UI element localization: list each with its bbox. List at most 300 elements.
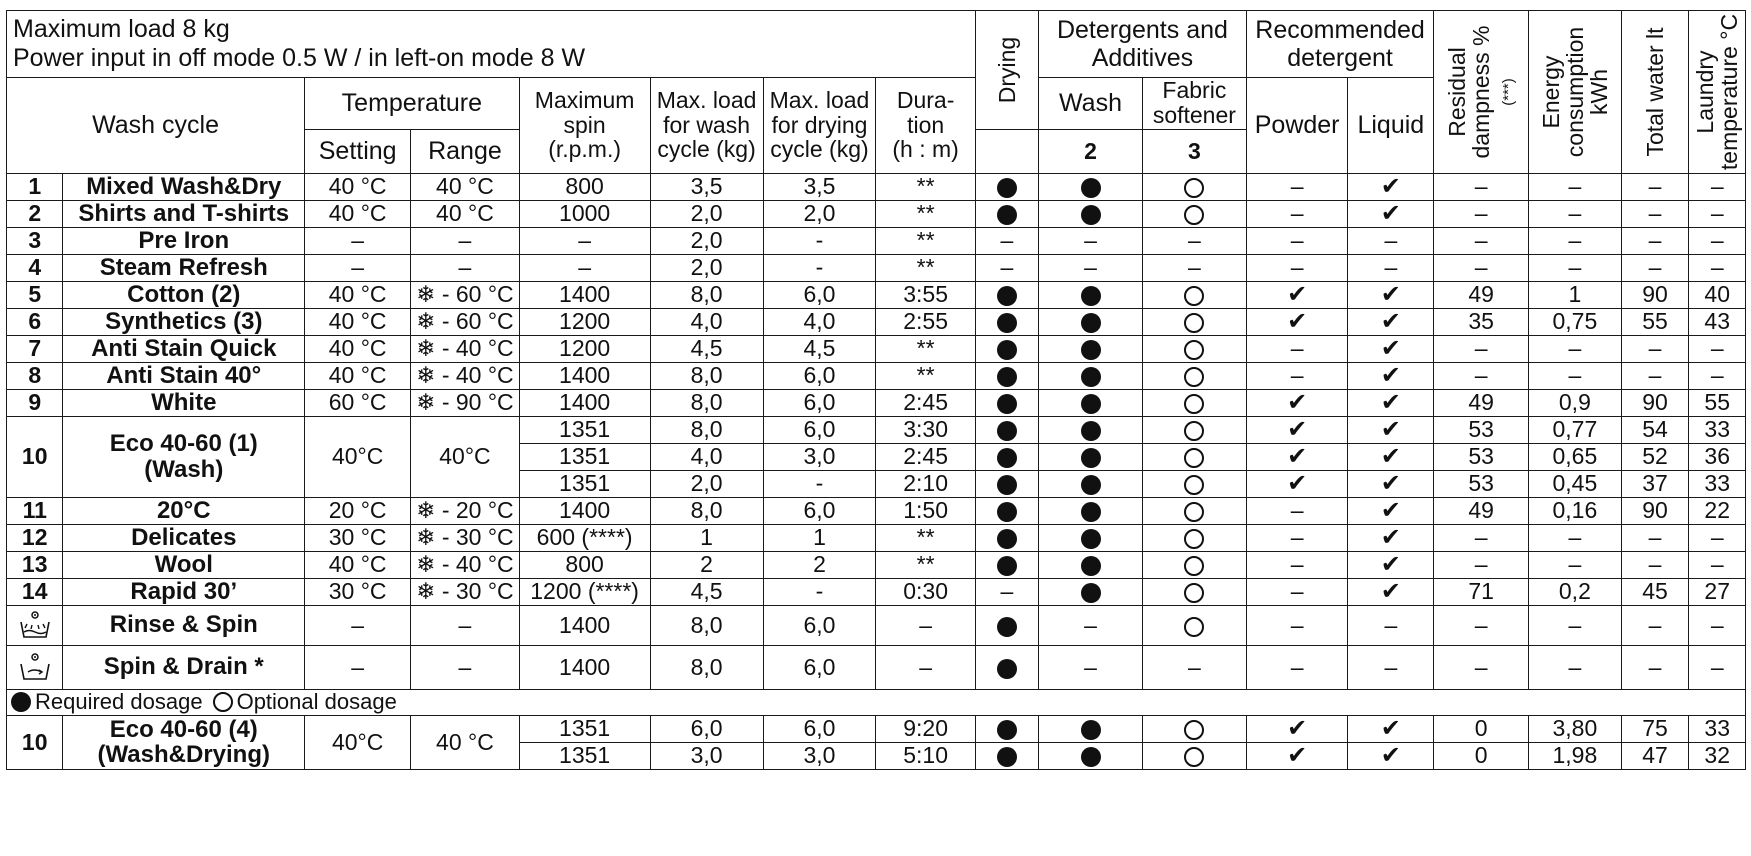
laundry-temp-cell-value: 36 <box>1704 443 1730 470</box>
duration-cell-value: 2:45 <box>903 443 948 470</box>
residual-cell <box>1434 173 1529 200</box>
liquid-cell <box>1348 281 1434 308</box>
duration-cell <box>876 281 975 308</box>
spin-cell <box>519 173 650 200</box>
powder-cell <box>1246 281 1348 308</box>
required-dosage-icon <box>1081 502 1101 522</box>
cycle-number-value: 8 <box>28 362 42 389</box>
cycle-icon-cell <box>7 645 63 689</box>
liquid-cell-value: – <box>1384 254 1398 281</box>
duration-cell <box>876 416 975 443</box>
optional-dosage-icon <box>1184 394 1204 414</box>
spin-cell <box>519 605 650 645</box>
powder-cell <box>1246 605 1348 645</box>
wash-detergent-cell-value: – <box>1084 227 1097 254</box>
cycle-name-value: Rinse & Spin <box>109 611 258 639</box>
liquid-cell <box>1348 605 1434 645</box>
duration-cell <box>876 443 975 470</box>
cycle-name: Eco 40-60 (4) (Wash&Drying) <box>63 715 305 769</box>
spin-cell-value: 800 <box>565 551 604 578</box>
laundry-temp-cell-value: – <box>1710 524 1724 551</box>
optional-dosage-icon <box>1184 556 1204 576</box>
spin-cell-value: 800 <box>565 173 604 200</box>
cycle-number <box>7 362 63 389</box>
dry-load-cell <box>763 416 876 443</box>
liquid-cell <box>1348 173 1434 200</box>
dry-load-cell-value: 2,0 <box>803 200 836 227</box>
cycle-name <box>63 254 305 281</box>
spin-cell-value: 1400 <box>559 497 611 524</box>
drying-cell-value: – <box>1000 227 1014 254</box>
temp-range-cell <box>411 715 519 769</box>
temp-range-cell-value: – <box>458 227 472 254</box>
residual-cell <box>1434 715 1529 742</box>
dry-load-cell <box>763 362 876 389</box>
energy-header: Energy consumption kWh <box>1529 11 1622 174</box>
wash-load-cell-value: 8,0 <box>690 362 723 389</box>
energy-cell-value: 3,80 <box>1552 715 1598 742</box>
energy-cell-value: 0,45 <box>1552 470 1598 497</box>
softener-cell <box>1142 524 1246 551</box>
drying-cell <box>975 200 1038 227</box>
cycle-number <box>7 715 63 769</box>
wash-load-cell <box>650 389 763 416</box>
cycle-name <box>63 551 305 578</box>
table-row <box>7 389 1746 416</box>
water-cell <box>1621 335 1689 362</box>
wash-load-cell-value: 2,0 <box>690 470 723 497</box>
duration-cell-value: 3:30 <box>903 416 948 443</box>
cycle-number <box>7 200 63 227</box>
spin-cell <box>519 551 650 578</box>
cycle-number <box>7 551 63 578</box>
temp-setting-cell <box>305 173 411 200</box>
residual-header: Residual dampness % (***) <box>1434 11 1529 174</box>
temp-setting-cell <box>305 416 411 497</box>
spin-cell <box>519 443 650 470</box>
spin-cell <box>519 470 650 497</box>
header-row-1 <box>7 11 1746 78</box>
softener-cell <box>1142 416 1246 443</box>
legend-required-label: Required dosage <box>35 689 203 715</box>
energy-cell-value: – <box>1568 173 1582 200</box>
temp-range-cell-value: ❄ - 40 °C <box>416 551 514 578</box>
wash-detergent-cell <box>1039 281 1143 308</box>
powder-cell <box>1246 551 1348 578</box>
dry-load-cell <box>763 389 876 416</box>
cycle-name-value: Steam Refresh <box>99 254 268 281</box>
setting-header: Setting <box>305 129 411 173</box>
temp-setting-cell-value: 30 °C <box>328 524 387 551</box>
powder-cell-value: – <box>1290 335 1304 362</box>
table-row <box>7 173 1746 200</box>
checkmark-icon: ✔ <box>1380 715 1401 742</box>
temp-range-cell-value: – <box>458 653 472 680</box>
drying-cell <box>975 605 1038 645</box>
water-cell-value: – <box>1648 335 1662 362</box>
laundry-temp-cell-value: – <box>1710 254 1724 281</box>
powder-cell-value: – <box>1290 611 1304 638</box>
wash-load-cell-value: 8,0 <box>690 653 723 680</box>
cycle-name-value: Mixed Wash&Dry <box>86 173 282 200</box>
optional-dosage-icon <box>1184 583 1204 603</box>
residual-cell <box>1434 416 1529 443</box>
water-cell-value: – <box>1648 653 1662 680</box>
water-cell-value: 55 <box>1642 308 1668 335</box>
dry-load-cell-value: 6,0 <box>803 653 836 680</box>
energy-cell-value: – <box>1568 362 1582 389</box>
dry-load-cell-value: 6,0 <box>803 362 836 389</box>
energy-cell <box>1529 200 1622 227</box>
water-cell <box>1621 524 1689 551</box>
cycle-name: Eco 40-60 (1) (Wash) <box>63 416 305 497</box>
required-dosage-icon <box>1081 448 1101 468</box>
laundry-temp-cell-value: – <box>1710 200 1724 227</box>
required-dosage-icon <box>997 286 1017 306</box>
powder-cell <box>1246 335 1348 362</box>
duration-cell-value: 2:10 <box>903 470 948 497</box>
softener-cell <box>1142 605 1246 645</box>
cycle-name <box>63 645 305 689</box>
dry-load-cell-value: 4,0 <box>803 308 836 335</box>
laundry-temp-cell <box>1689 416 1746 443</box>
dry-load-cell <box>763 645 876 689</box>
temp-range-cell-value: ❄ - 90 °C <box>416 389 514 416</box>
laundry-temp-cell <box>1689 335 1746 362</box>
spin-cell <box>519 281 650 308</box>
wash-load-cell-value: 3,0 <box>690 742 723 769</box>
laundry-temp-cell-value: 22 <box>1704 497 1730 524</box>
dry-load-cell-value: - <box>815 227 824 254</box>
cycle-number <box>7 389 63 416</box>
optional-dosage-icon <box>1184 340 1204 360</box>
energy-cell-value: – <box>1568 335 1582 362</box>
temp-setting-cell-value: 40 °C <box>328 335 387 362</box>
spin-cell-value: 1400 <box>559 653 611 680</box>
water-cell-value: 90 <box>1642 497 1668 524</box>
checkmark-icon: ✔ <box>1380 551 1401 578</box>
laundry-temp-header: Laundry temperature °C <box>1689 11 1746 174</box>
drying-cell <box>975 551 1038 578</box>
dry-load-cell <box>763 308 876 335</box>
cycle-name-value: Spin & Drain * <box>103 653 264 681</box>
wash-load-cell-value: 6,0 <box>690 715 723 742</box>
drying-cell <box>975 362 1038 389</box>
water-cell-value: – <box>1648 227 1662 254</box>
powder-cell <box>1246 227 1348 254</box>
wash-cycle-header: Wash cycle <box>7 77 305 173</box>
water-cell-value: – <box>1648 173 1662 200</box>
water-cell-value: 54 <box>1642 416 1668 443</box>
energy-cell <box>1529 308 1622 335</box>
cycle-number <box>7 524 63 551</box>
cycle-name-value: Anti Stain Quick <box>91 335 277 362</box>
powder-cell-value: – <box>1290 524 1304 551</box>
temp-range-cell <box>411 645 519 689</box>
dry-load-cell-value: 6,0 <box>803 611 836 638</box>
table-row <box>7 281 1746 308</box>
dry-load-cell-value: 2 <box>813 551 826 578</box>
powder-cell-value: – <box>1290 362 1304 389</box>
liquid-cell <box>1348 524 1434 551</box>
duration-header: Dura- tion (h : m) <box>876 77 975 173</box>
required-dosage-icon <box>997 720 1017 740</box>
laundry-temp-cell <box>1689 443 1746 470</box>
wash-load-cell <box>650 715 763 742</box>
range-header: Range <box>411 129 519 173</box>
wash-load-cell-value: 2,0 <box>690 254 723 281</box>
energy-cell-value: 0,77 <box>1552 416 1598 443</box>
energy-cell-value: – <box>1568 524 1582 551</box>
energy-cell-value: 1 <box>1568 281 1582 308</box>
liquid-cell <box>1348 389 1434 416</box>
duration-cell-value: 9:20 <box>903 715 948 742</box>
residual-cell-value: 53 <box>1468 470 1494 497</box>
drying-cell <box>975 389 1038 416</box>
drying-cell <box>975 645 1038 689</box>
checkmark-icon: ✔ <box>1287 715 1308 742</box>
liquid-cell <box>1348 200 1434 227</box>
wash-detergent-cell <box>1039 551 1143 578</box>
powder-cell <box>1246 362 1348 389</box>
dry-load-cell-value: 3,5 <box>803 173 836 200</box>
max-load-text: Maximum load 8 kg <box>13 15 230 43</box>
water-cell <box>1621 308 1689 335</box>
laundry-temp-cell <box>1689 227 1746 254</box>
temp-range-cell-value: ❄ - 20 °C <box>416 497 514 524</box>
wash-load-cell <box>650 443 763 470</box>
duration-cell-value: ** <box>916 551 935 578</box>
energy-cell-value: – <box>1568 200 1582 227</box>
checkmark-icon: ✔ <box>1380 416 1401 443</box>
temp-setting-cell-value: – <box>351 227 365 254</box>
softener-cell-value: – <box>1187 254 1201 281</box>
softener-cell <box>1142 281 1246 308</box>
residual-cell <box>1434 605 1529 645</box>
energy-cell-value: 0,75 <box>1552 308 1598 335</box>
table-row <box>7 645 1746 689</box>
wash-load-cell-value: 3,5 <box>690 173 723 200</box>
water-cell <box>1621 389 1689 416</box>
drying-cell-value: – <box>1000 254 1014 281</box>
temp-range-cell <box>411 308 519 335</box>
cycle-name-value: Anti Stain 40° <box>106 362 262 389</box>
wash-detergent-cell <box>1039 227 1143 254</box>
spin-cell <box>519 389 650 416</box>
temp-range-cell <box>411 173 519 200</box>
residual-cell-value: – <box>1474 335 1488 362</box>
optional-dosage-icon <box>1184 178 1204 198</box>
duration-cell <box>876 742 975 769</box>
residual-cell <box>1434 497 1529 524</box>
temp-range-cell-value: 40°C <box>439 443 491 470</box>
water-cell <box>1621 742 1689 769</box>
temp-setting-cell-value: – <box>351 653 365 680</box>
cycle-number-value: 7 <box>28 335 42 362</box>
duration-cell-value: ** <box>916 362 935 389</box>
optional-dosage-icon <box>1184 313 1204 333</box>
required-dosage-icon <box>997 394 1017 414</box>
liquid-cell <box>1348 715 1434 742</box>
optional-dosage-icon <box>1184 475 1204 495</box>
energy-cell <box>1529 578 1622 605</box>
cycle-number-value: 14 <box>21 578 48 605</box>
checkmark-icon: ✔ <box>1380 362 1401 389</box>
liquid-cell <box>1348 443 1434 470</box>
residual-cell-value: – <box>1474 362 1488 389</box>
dry-load-cell-value: 6,0 <box>803 281 836 308</box>
dry-load-cell <box>763 497 876 524</box>
wash-detergent-cell <box>1039 497 1143 524</box>
temp-setting-cell <box>305 524 411 551</box>
required-dosage-icon <box>997 367 1017 387</box>
dry-load-cell <box>763 470 876 497</box>
residual-cell <box>1434 308 1529 335</box>
cycle-name <box>63 281 305 308</box>
energy-cell <box>1529 173 1622 200</box>
residual-cell-value: – <box>1474 227 1488 254</box>
table-row <box>7 308 1746 335</box>
wash-detergent-cell <box>1039 605 1143 645</box>
dry-load-cell <box>763 443 876 470</box>
wash-load-cell <box>650 742 763 769</box>
cycle-name <box>63 227 305 254</box>
table-row <box>7 254 1746 281</box>
water-cell <box>1621 227 1689 254</box>
temp-setting-cell <box>305 578 411 605</box>
energy-cell <box>1529 389 1622 416</box>
liquid-cell-value: – <box>1384 227 1398 254</box>
temp-range-cell <box>411 335 519 362</box>
laundry-temp-cell-value: 55 <box>1704 389 1730 416</box>
wash-load-cell <box>650 281 763 308</box>
wash-detergent-cell <box>1039 308 1143 335</box>
temp-range-cell <box>411 389 519 416</box>
residual-cell <box>1434 645 1529 689</box>
wash-detergent-cell-value: – <box>1084 611 1097 638</box>
laundry-temp-cell-value: 40 <box>1704 281 1730 308</box>
optional-dosage-icon <box>1184 529 1204 549</box>
water-cell <box>1621 578 1689 605</box>
softener-cell <box>1142 715 1246 742</box>
residual-cell <box>1434 200 1529 227</box>
liquid-cell <box>1348 742 1434 769</box>
laundry-temp-cell-value: – <box>1710 653 1724 680</box>
spin-cell <box>519 578 650 605</box>
cycle-name <box>63 389 305 416</box>
water-cell <box>1621 173 1689 200</box>
wash-load-cell <box>650 497 763 524</box>
water-cell <box>1621 645 1689 689</box>
temp-setting-cell <box>305 335 411 362</box>
wash-load-cell-value: 1 <box>700 524 713 551</box>
required-dosage-icon <box>1081 394 1101 414</box>
laundry-temp-cell <box>1689 551 1746 578</box>
wash-detergent-cell <box>1039 715 1143 742</box>
cycle-number-value: 5 <box>28 281 42 308</box>
water-cell-value: 90 <box>1642 389 1668 416</box>
laundry-temp-cell-value: 33 <box>1704 416 1730 443</box>
residual-cell-value: 35 <box>1468 308 1494 335</box>
cycle-name <box>63 200 305 227</box>
cycle-name-value: Delicates <box>131 524 237 551</box>
duration-cell <box>876 389 975 416</box>
powder-cell <box>1246 497 1348 524</box>
temp-range-cell-value: – <box>458 611 472 638</box>
spin-cell-value: 1400 <box>559 389 611 416</box>
powder-cell <box>1246 443 1348 470</box>
wash-detergent-cell <box>1039 362 1143 389</box>
temp-range-cell-value: ❄ - 60 °C <box>416 308 514 335</box>
water-cell-value: 47 <box>1642 742 1668 769</box>
laundry-temp-cell-value: – <box>1710 551 1724 578</box>
optional-dosage-icon <box>1184 205 1204 225</box>
energy-cell-value: – <box>1568 653 1582 680</box>
softener-cell <box>1142 470 1246 497</box>
water-cell-value: 75 <box>1642 715 1668 742</box>
legend <box>7 689 1746 715</box>
duration-cell-value: ** <box>916 200 935 227</box>
required-dosage-icon <box>1081 747 1101 767</box>
liquid-header: Liquid <box>1348 77 1434 173</box>
duration-cell <box>876 715 975 742</box>
cycle-number <box>7 416 63 497</box>
duration-cell <box>876 645 975 689</box>
optional-dosage-icon <box>1184 502 1204 522</box>
softener-compartment-number: 3 <box>1142 129 1246 173</box>
table-row <box>7 551 1746 578</box>
duration-cell <box>876 551 975 578</box>
required-dosage-icon <box>1081 556 1101 576</box>
water-cell-value: 90 <box>1642 281 1668 308</box>
machine-info <box>7 11 976 78</box>
powder-cell <box>1246 578 1348 605</box>
water-cell <box>1621 443 1689 470</box>
wash-load-cell-value: 4,0 <box>690 308 723 335</box>
temp-setting-cell <box>305 281 411 308</box>
required-dosage-icon <box>997 617 1017 637</box>
wash-detergent-cell <box>1039 524 1143 551</box>
softener-cell <box>1142 254 1246 281</box>
water-cell <box>1621 497 1689 524</box>
temp-range-cell-value: ❄ - 30 °C <box>416 578 514 605</box>
cycle-name-value: Pre Iron <box>138 227 230 254</box>
laundry-temp-cell <box>1689 742 1746 769</box>
dry-load-cell-value: 6,0 <box>803 715 836 742</box>
temp-range-cell <box>411 281 519 308</box>
residual-cell-value: – <box>1474 200 1488 227</box>
cycle-number-value: 4 <box>28 254 42 281</box>
spin-cell-value: 1351 <box>559 715 611 742</box>
powder-cell <box>1246 173 1348 200</box>
energy-cell <box>1529 281 1622 308</box>
residual-cell <box>1434 443 1529 470</box>
cycle-name-value: White <box>151 389 217 416</box>
softener-cell <box>1142 645 1246 689</box>
cycle-number-value: 12 <box>21 524 48 551</box>
temp-range-cell-value: ❄ - 40 °C <box>416 335 514 362</box>
required-dosage-icon <box>1081 286 1101 306</box>
wash-cycle-table-wrapper <box>6 10 1746 850</box>
cycle-number <box>7 227 63 254</box>
liquid-cell <box>1348 308 1434 335</box>
wash-detergent-cell-value: – <box>1084 254 1097 281</box>
drying-cell <box>975 578 1038 605</box>
required-dosage-icon <box>1081 475 1101 495</box>
duration-cell <box>876 524 975 551</box>
table-row <box>7 335 1746 362</box>
wash-load-cell <box>650 578 763 605</box>
